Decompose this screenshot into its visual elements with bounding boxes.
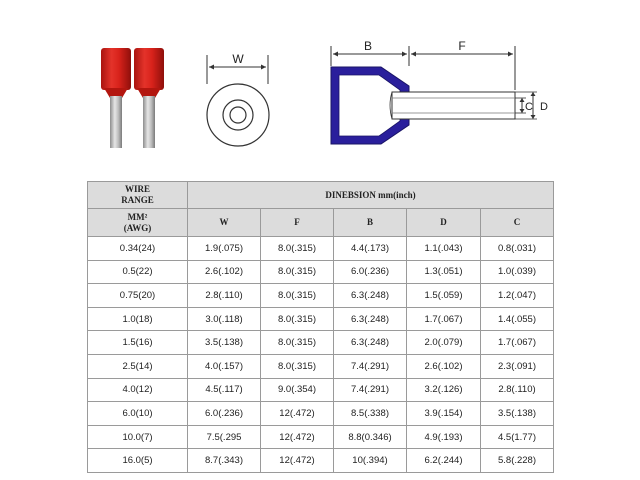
cell-w: 3.0(.118) xyxy=(188,307,261,331)
cell-c: 1.0(.039) xyxy=(481,260,554,284)
cell-c: 3.5(.138) xyxy=(481,402,554,426)
front-view-diagram xyxy=(207,55,269,146)
cell-wire-range: 2.5(14) xyxy=(88,354,188,378)
cell-b: 7.4(.291) xyxy=(334,378,407,402)
table-row xyxy=(88,260,554,284)
table-subheader-row xyxy=(88,209,554,237)
header-wire-range xyxy=(88,182,188,209)
cell-b: 4.4(.173) xyxy=(334,237,407,261)
column-header-f: F xyxy=(261,209,334,237)
header-mm-awg xyxy=(88,209,188,237)
cell-d: 1.5(.059) xyxy=(407,284,481,308)
side-view-diagram xyxy=(331,46,537,144)
table-row xyxy=(88,425,554,449)
dimension-label-c: C xyxy=(525,101,533,113)
header-wire-line2: RANGE xyxy=(121,195,154,205)
cell-f: 9.0(.354) xyxy=(261,378,334,402)
table-header-row xyxy=(88,182,554,209)
cell-b: 8.8(0.346) xyxy=(334,425,407,449)
cell-c: 1.7(.067) xyxy=(481,331,554,355)
column-header-d: D xyxy=(407,209,481,237)
specification-table xyxy=(87,181,554,473)
column-header-c: C xyxy=(481,209,554,237)
cell-c: 1.4(.055) xyxy=(481,307,554,331)
cell-b: 7.4(.291) xyxy=(334,354,407,378)
cell-w: 4.5(.117) xyxy=(188,378,261,402)
table-row xyxy=(88,284,554,308)
cell-wire-range: 0.34(24) xyxy=(88,237,188,261)
cell-c: 4.5(1.77) xyxy=(481,425,554,449)
cell-c: 2.8(.110) xyxy=(481,378,554,402)
cell-f: 12(.472) xyxy=(261,449,334,473)
cell-c: 1.2(.047) xyxy=(481,284,554,308)
cell-d: 1.1(.043) xyxy=(407,237,481,261)
cell-b: 8.5(.338) xyxy=(334,402,407,426)
cell-f: 8.0(.315) xyxy=(261,237,334,261)
cell-w: 4.0(.157) xyxy=(188,354,261,378)
cell-wire-range: 0.75(20) xyxy=(88,284,188,308)
ferrule-photo xyxy=(101,48,164,148)
cell-w: 7.5(.295 xyxy=(188,425,261,449)
ferrule-right xyxy=(134,48,164,148)
cell-d: 3.9(.154) xyxy=(407,402,481,426)
cell-d: 6.2(.244) xyxy=(407,449,481,473)
cell-d: 2.6(.102) xyxy=(407,354,481,378)
table-row xyxy=(88,354,554,378)
cell-f: 12(.472) xyxy=(261,425,334,449)
cell-wire-range: 6.0(10) xyxy=(88,402,188,426)
header-mm-line2: (AWG) xyxy=(123,222,152,233)
column-header-b: B xyxy=(334,209,407,237)
cell-f: 8.0(.315) xyxy=(261,284,334,308)
dimension-label-d: D xyxy=(540,101,548,113)
table-row xyxy=(88,449,554,473)
cell-c: 0.8(.031) xyxy=(481,237,554,261)
cell-f: 8.0(.315) xyxy=(261,354,334,378)
cell-d: 2.0(.079) xyxy=(407,331,481,355)
cell-b: 10(.394) xyxy=(334,449,407,473)
cell-w: 1.9(.075) xyxy=(188,237,261,261)
cell-b: 6.3(.248) xyxy=(334,284,407,308)
cell-w: 2.8(.110) xyxy=(188,284,261,308)
cell-d: 4.9(.193) xyxy=(407,425,481,449)
cell-w: 8.7(.343) xyxy=(188,449,261,473)
cell-b: 6.3(.248) xyxy=(334,331,407,355)
header-dimension: DINEBSION mm(inch) xyxy=(188,182,554,209)
cell-wire-range: 4.0(12) xyxy=(88,378,188,402)
ferrule-left xyxy=(101,48,131,148)
header-wire-line1: WIRE xyxy=(124,184,150,194)
cell-wire-range: 1.0(18) xyxy=(88,307,188,331)
table-row xyxy=(88,402,554,426)
cell-w: 6.0(.236) xyxy=(188,402,261,426)
table-row xyxy=(88,378,554,402)
cell-wire-range: 16.0(5) xyxy=(88,449,188,473)
cell-c: 2.3(.091) xyxy=(481,354,554,378)
cell-f: 8.0(.315) xyxy=(261,260,334,284)
cell-b: 6.3(.248) xyxy=(334,307,407,331)
cell-wire-range: 10.0(7) xyxy=(88,425,188,449)
dimension-label-f: F xyxy=(458,39,466,53)
cell-d: 1.7(.067) xyxy=(407,307,481,331)
cell-f: 12(.472) xyxy=(261,402,334,426)
dimension-label-b: B xyxy=(363,39,373,53)
cell-wire-range: 1.5(16) xyxy=(88,331,188,355)
cell-f: 8.0(.315) xyxy=(261,307,334,331)
header-mm-line1: MM² xyxy=(127,211,148,222)
cell-wire-range: 0.5(22) xyxy=(88,260,188,284)
cell-d: 1.3(.051) xyxy=(407,260,481,284)
cell-c: 5.8(.228) xyxy=(481,449,554,473)
cell-w: 2.6(.102) xyxy=(188,260,261,284)
column-header-w: W xyxy=(188,209,261,237)
dimension-label-w: W xyxy=(232,52,244,66)
ferrule-diagrams xyxy=(0,0,640,170)
cell-f: 8.0(.315) xyxy=(261,331,334,355)
table-row xyxy=(88,307,554,331)
cell-d: 3.2(.126) xyxy=(407,378,481,402)
table-row xyxy=(88,237,554,261)
cell-w: 3.5(.138) xyxy=(188,331,261,355)
table-row xyxy=(88,331,554,355)
cell-b: 6.0(.236) xyxy=(334,260,407,284)
